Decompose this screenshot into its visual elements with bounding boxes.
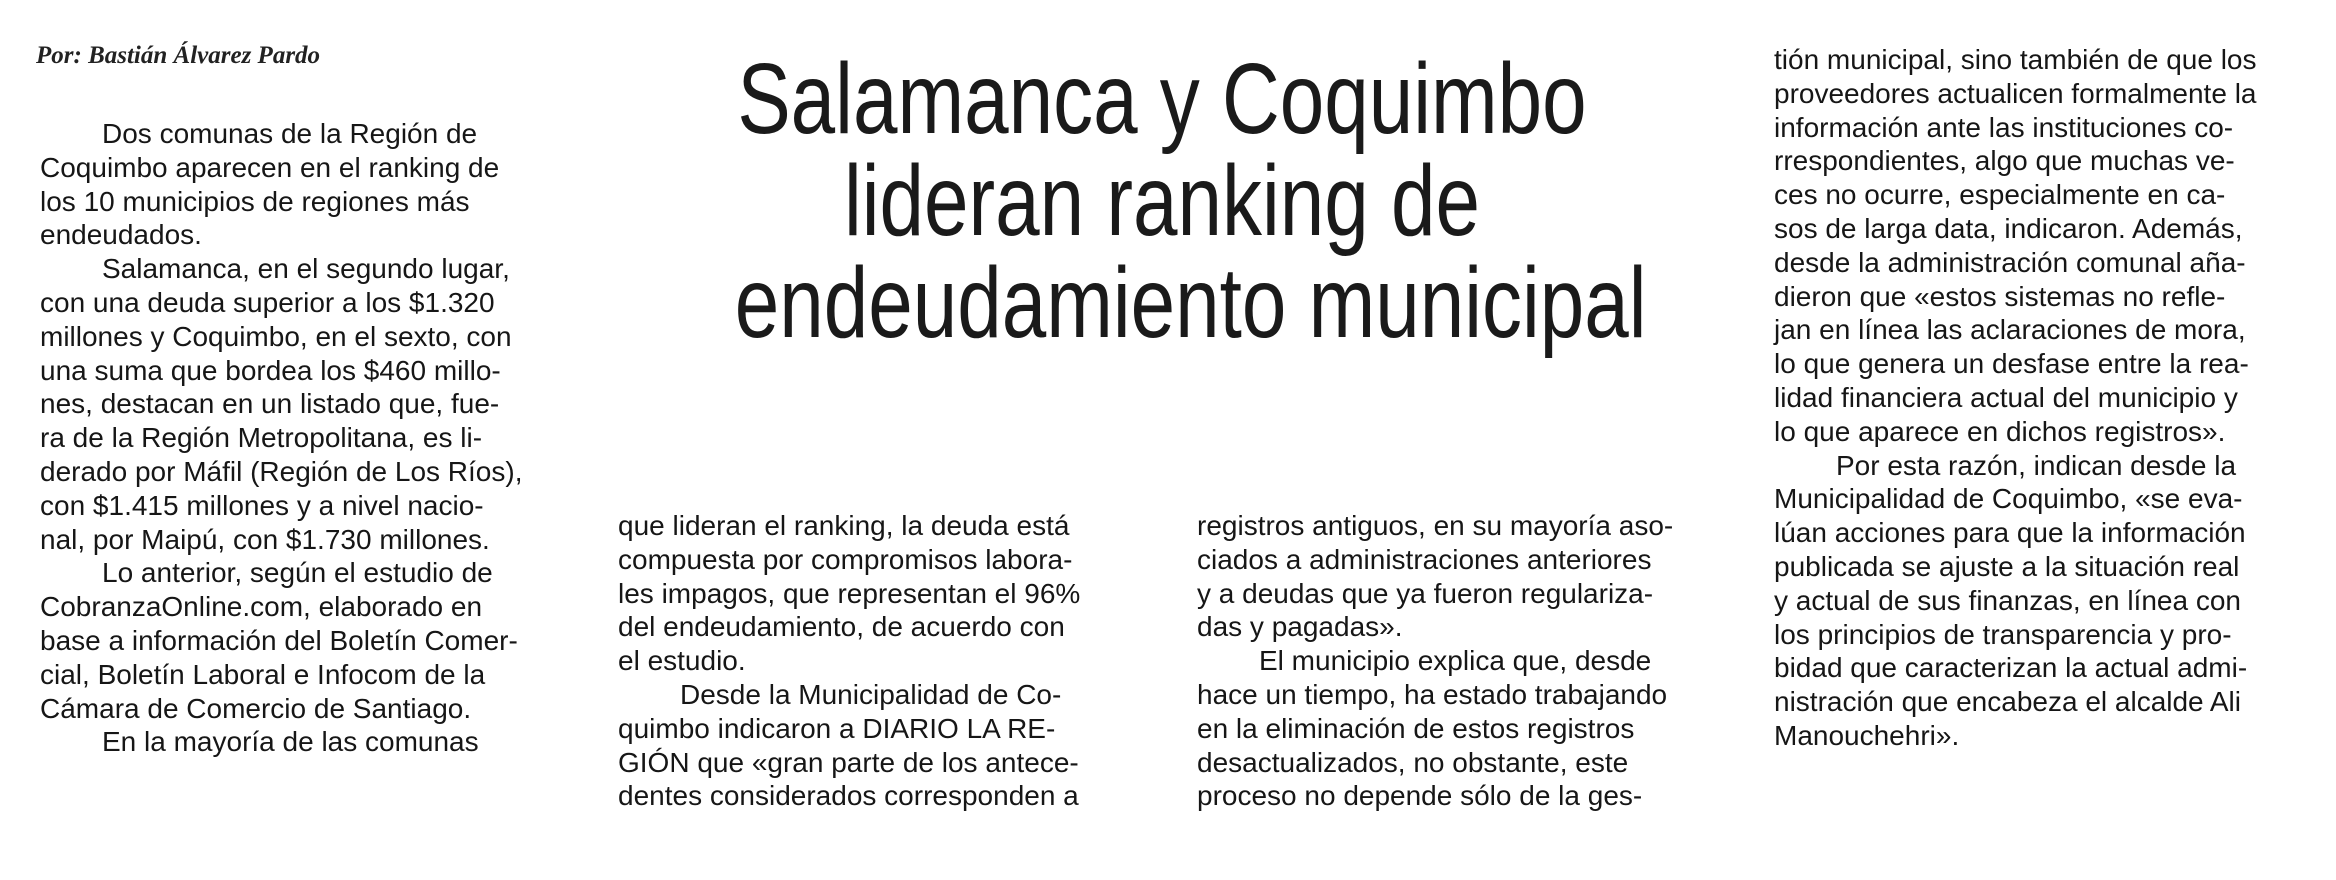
text-line: los principios de transparencia y pro- [1774, 618, 2232, 650]
text-line: lo que genera un desfase entre la rea- [1774, 348, 2249, 380]
text-line: desactualizados, no obstante, este [1197, 746, 1629, 778]
article-column-1 [40, 117, 522, 759]
text-line: proceso no depende sólo de la ges- [1197, 780, 1643, 812]
text-line: registros antiguos, en su mayoría aso- [1197, 510, 1674, 541]
text-line: Salamanca, en el segundo lugar, [102, 253, 510, 285]
text-line: lo que aparece en dichos registros». [1774, 415, 2226, 447]
text-line: los 10 municipios de regiones más [40, 185, 470, 217]
text-line: Coquimbo aparecen en el ranking de [40, 151, 500, 183]
text-line: bidad que caracterizan la actual admi- [1774, 652, 2248, 684]
text-line: rrespondientes, algo que muchas ve- [1774, 145, 2235, 177]
text-line: del endeudamiento, de acuerdo con [618, 611, 1065, 643]
text-line: desde la administración comunal aña- [1774, 246, 2246, 278]
headline-line: endeudamiento municipal [734, 247, 1647, 359]
text-line: ces no ocurre, especialmente en ca- [1774, 179, 2226, 211]
headline [628, 43, 1696, 359]
text-line: proveedores actualicen formalmente la [1774, 77, 2257, 109]
byline: Por: Bastián Álvarez Pardo [36, 42, 321, 69]
text-line: lúan acciones para que la información [1774, 517, 2246, 549]
text-line: cial, Boletín Laboral e Infocom de la [40, 658, 486, 690]
text-line: ra de la Región Metropolitana, es li- [40, 422, 483, 454]
text-line: El municipio explica que, desde [1259, 645, 1652, 677]
text-line: y actual de sus finanzas, en línea con [1774, 584, 2241, 616]
text-line: Dos comunas de la Región de [102, 118, 478, 149]
article-column-4 [1774, 43, 2257, 753]
text-line: en la eliminación de estos registros [1197, 712, 1635, 744]
text-line: una suma que bordea los $460 millo- [40, 354, 501, 386]
headline-line: Salamanca y Coquimbo [737, 43, 1587, 155]
text-line: ciados a administraciones anteriores [1197, 543, 1652, 575]
text-line: compuesta por compromisos labora- [618, 543, 1073, 575]
text-line: con una deuda superior a los $1.320 [40, 286, 495, 318]
article-column-3 [1197, 509, 1673, 813]
text-line: Municipalidad de Coquimbo, «se eva- [1774, 483, 2243, 515]
text-line: información ante las instituciones co- [1774, 111, 2234, 143]
text-line: Lo anterior, según el estudio de [102, 557, 493, 589]
text-line: el estudio. [618, 645, 746, 677]
text-line: tión municipal, sino también de que los [1774, 44, 2257, 75]
text-line: quimbo indicaron a DIARIO LA RE- [618, 712, 1056, 744]
text-line: Manouchehri». [1774, 719, 1960, 751]
text-line: millones y Coquimbo, en el sexto, con [40, 320, 512, 352]
text-line: nes, destacan en un listado que, fue- [40, 388, 500, 420]
text-line: Desde la Municipalidad de Co- [680, 678, 1062, 710]
headline-line: lideran ranking de [844, 145, 1480, 257]
text-line: CobranzaOnline.com, elaborado en [40, 591, 483, 623]
text-line: dieron que «estos sistemas no refle- [1774, 280, 2226, 312]
text-line: En la mayoría de las comunas [102, 726, 479, 758]
text-line: derado por Máfil (Región de Los Ríos), [40, 455, 523, 487]
article-column-2 [618, 509, 1080, 813]
text-line: dentes considerados corresponden a [618, 780, 1079, 812]
text-line: hace un tiempo, ha estado trabajando [1197, 678, 1668, 710]
text-line: sos de larga data, indicaron. Además, [1774, 212, 2243, 244]
text-line: base a información del Boletín Comer- [40, 624, 518, 656]
text-line: jan en línea las aclaraciones de mora, [1774, 314, 2246, 346]
text-line: les impagos, que representan el 96% [618, 577, 1081, 609]
text-line: lidad financiera actual del municipio y [1774, 381, 2238, 413]
text-line: nal, por Maipú, con $1.730 millones. [40, 523, 490, 555]
text-line: Por esta razón, indican desde la [1836, 449, 2237, 481]
text-line: nistración que encabeza el alcalde Ali [1774, 686, 2241, 718]
text-line: GIÓN que «gran parte de los antece- [618, 746, 1079, 778]
text-line: que lideran el ranking, la deuda está [618, 510, 1070, 541]
text-line: endeudados. [40, 219, 202, 251]
text-line: Cámara de Comercio de Santiago. [40, 692, 472, 724]
text-line: con $1.415 millones y a nivel nacio- [40, 489, 484, 521]
text-line: y a deudas que ya fueron regulariza- [1197, 577, 1654, 609]
text-line: das y pagadas». [1197, 611, 1403, 643]
text-line: publicada se ajuste a la situación real [1774, 550, 2240, 582]
